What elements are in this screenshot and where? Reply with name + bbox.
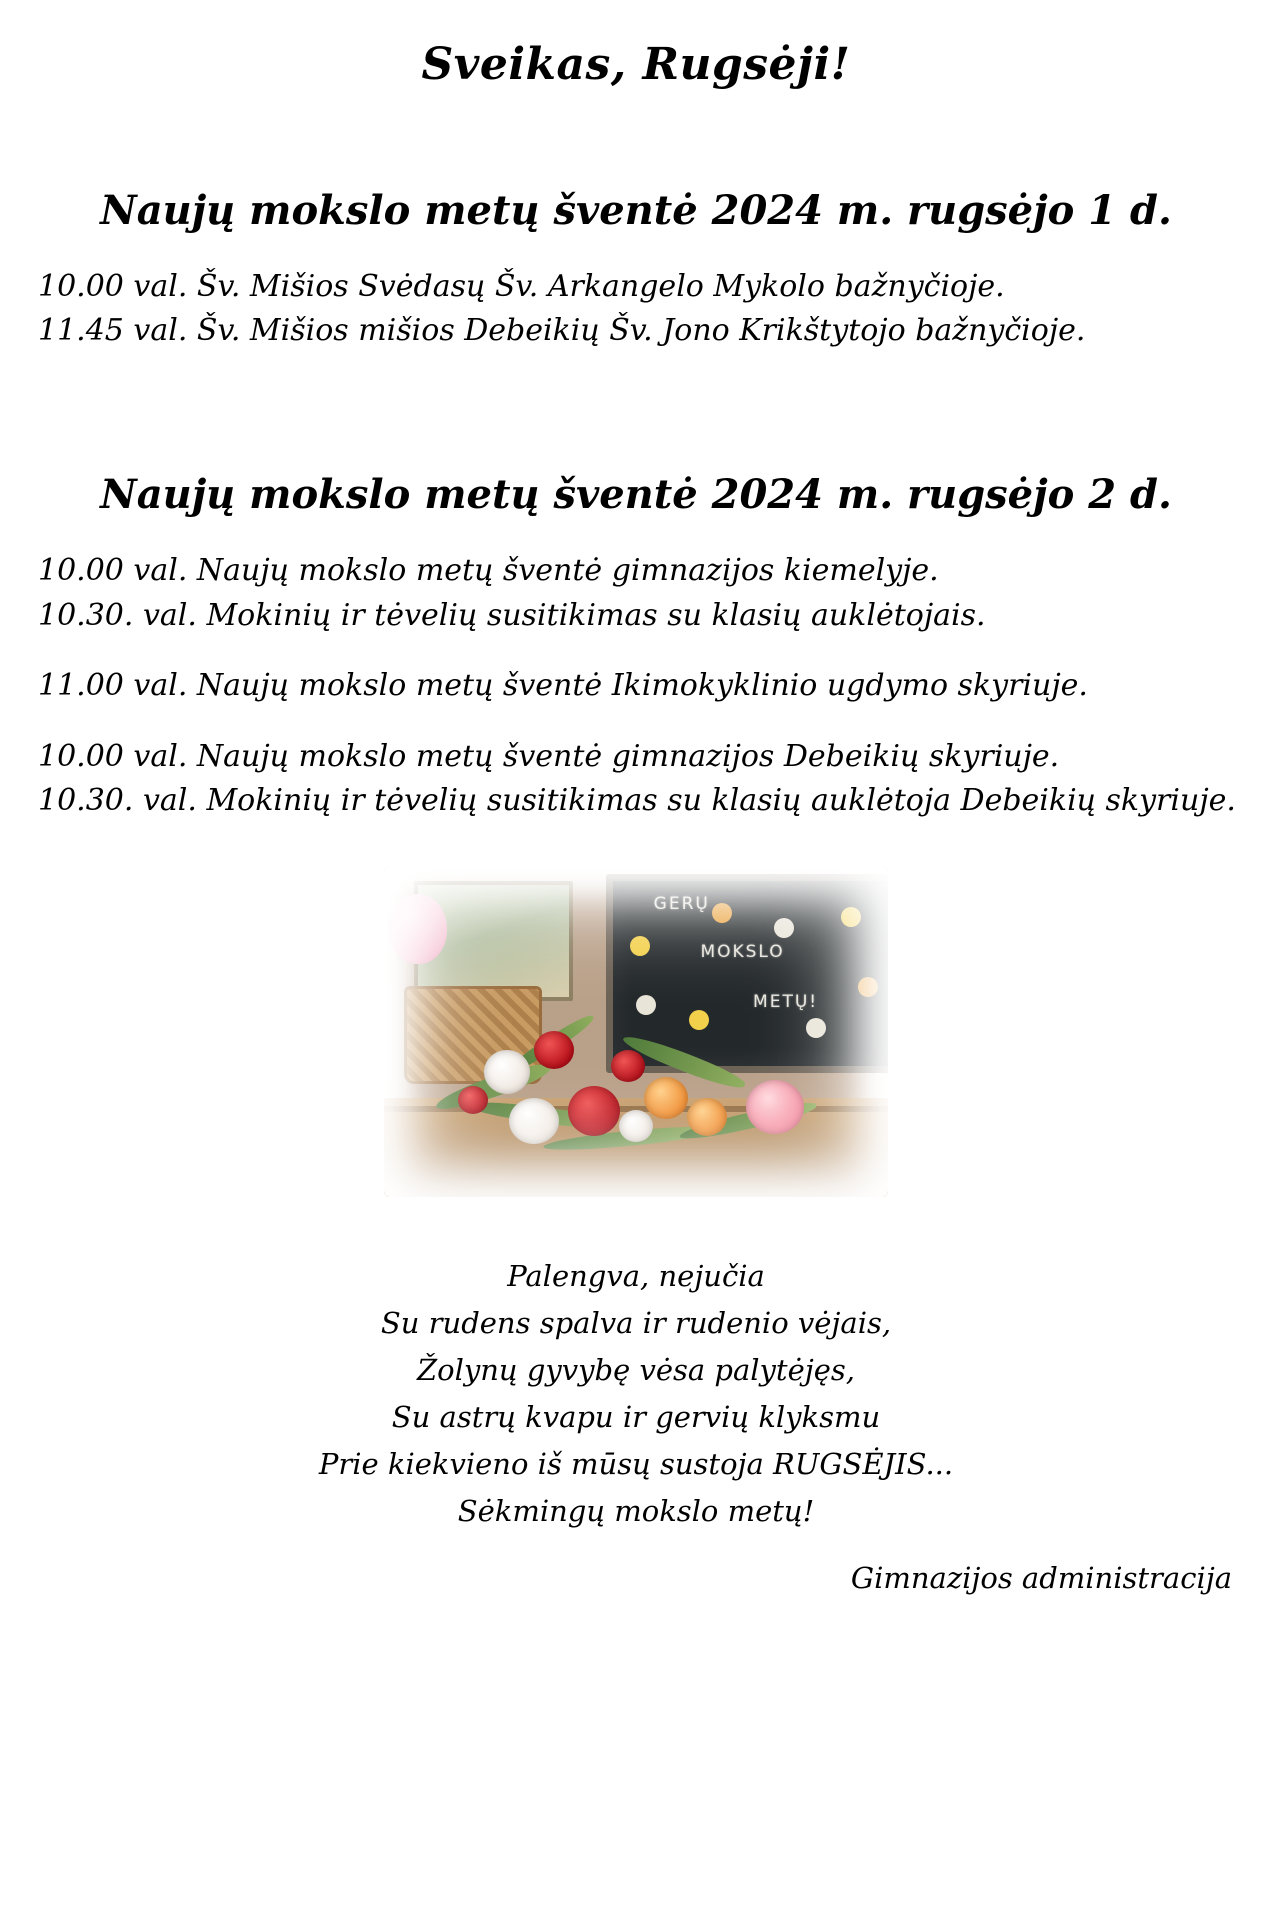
bouquet-photo (384, 867, 888, 1197)
schedule-line: 10.30. val. Mokinių ir tėvelių susitikimas su klasių auklėtojais. (38, 597, 986, 633)
poem-line: Su astrų kvapu ir gervių klyksmu (391, 1400, 881, 1435)
bouquet (424, 1019, 847, 1171)
poem-line: Prie kiekvieno iš mūsų sustoja RUGSĖJIS... (318, 1447, 954, 1482)
poem (34, 1253, 1238, 1535)
rose-red (534, 1031, 574, 1069)
schedule-line: 10.30. val. Mokinių ir tėvelių susitikimas su klasių auklėtoja Debeikių skyriuje. (38, 782, 1236, 818)
event-1-schedule (34, 265, 1238, 354)
rose-orange (644, 1077, 688, 1119)
photo-inner (384, 867, 888, 1197)
flower-icon (712, 903, 732, 923)
schedule-line: 11.45 val. Šv. Mišios mišios Debeikių Šv. Jono Krikštytojo bažnyčioje. (38, 312, 1086, 348)
chalkboard-line: MOKSLO (700, 941, 785, 962)
balloon (389, 894, 447, 964)
schedule-line: 11.00 val. Naujų mokslo metų šventė Ikimokyklinio ugdymo skyriuje. (38, 668, 1088, 704)
rose-white (509, 1098, 559, 1144)
rose-white (484, 1050, 530, 1094)
schedule-line: 10.00 val. Šv. Mišios Svėdasų Šv. Arkangelo Mykolo bažnyčioje. (38, 268, 1005, 304)
event-1-heading: Naujų mokslo metų šventė 2024 m. rugsėjo 1 d. (100, 186, 1172, 234)
rose-red (611, 1050, 645, 1082)
rose-orange (687, 1098, 727, 1136)
rose-red (458, 1086, 488, 1114)
poem-line: Palengva, nejučia (507, 1259, 765, 1294)
rose-red (568, 1086, 620, 1136)
flower-icon (636, 995, 656, 1015)
photo-container (34, 867, 1238, 1197)
event-2-schedule-preschool (34, 664, 1238, 708)
flower-icon (841, 907, 861, 927)
event-2-heading: Naujų mokslo metų šventė 2024 m. rugsėjo 2 d. (100, 471, 1172, 519)
poem-line: Sėkmingų mokslo metų! (457, 1494, 815, 1529)
event-2-schedule-debeikiai (34, 735, 1238, 824)
schedule-line: 10.00 val. Naujų mokslo metų šventė gimnazijos Debeikių skyriuje. (38, 738, 1060, 774)
chalkboard-line: GERŲ (653, 893, 710, 914)
event-2-schedule-main (34, 549, 1238, 638)
schedule-line: 10.00 val. Naujų mokslo metų šventė gimnazijos kiemelyje. (38, 553, 939, 589)
flower-icon (858, 977, 878, 997)
page-title: Sveikas, Rugsėji! (421, 39, 851, 90)
signature: Gimnazijos administracija (850, 1561, 1232, 1596)
rose-pink (746, 1080, 804, 1134)
flower-icon (630, 936, 650, 956)
flower-icon (774, 918, 794, 938)
chalkboard-line: METŲ! (753, 991, 819, 1012)
poem-line: Žolynų gyvybę vėsa palytėjęs, (416, 1353, 856, 1388)
poem-line: Su rudens spalva ir rudenio vėjais, (380, 1306, 892, 1341)
